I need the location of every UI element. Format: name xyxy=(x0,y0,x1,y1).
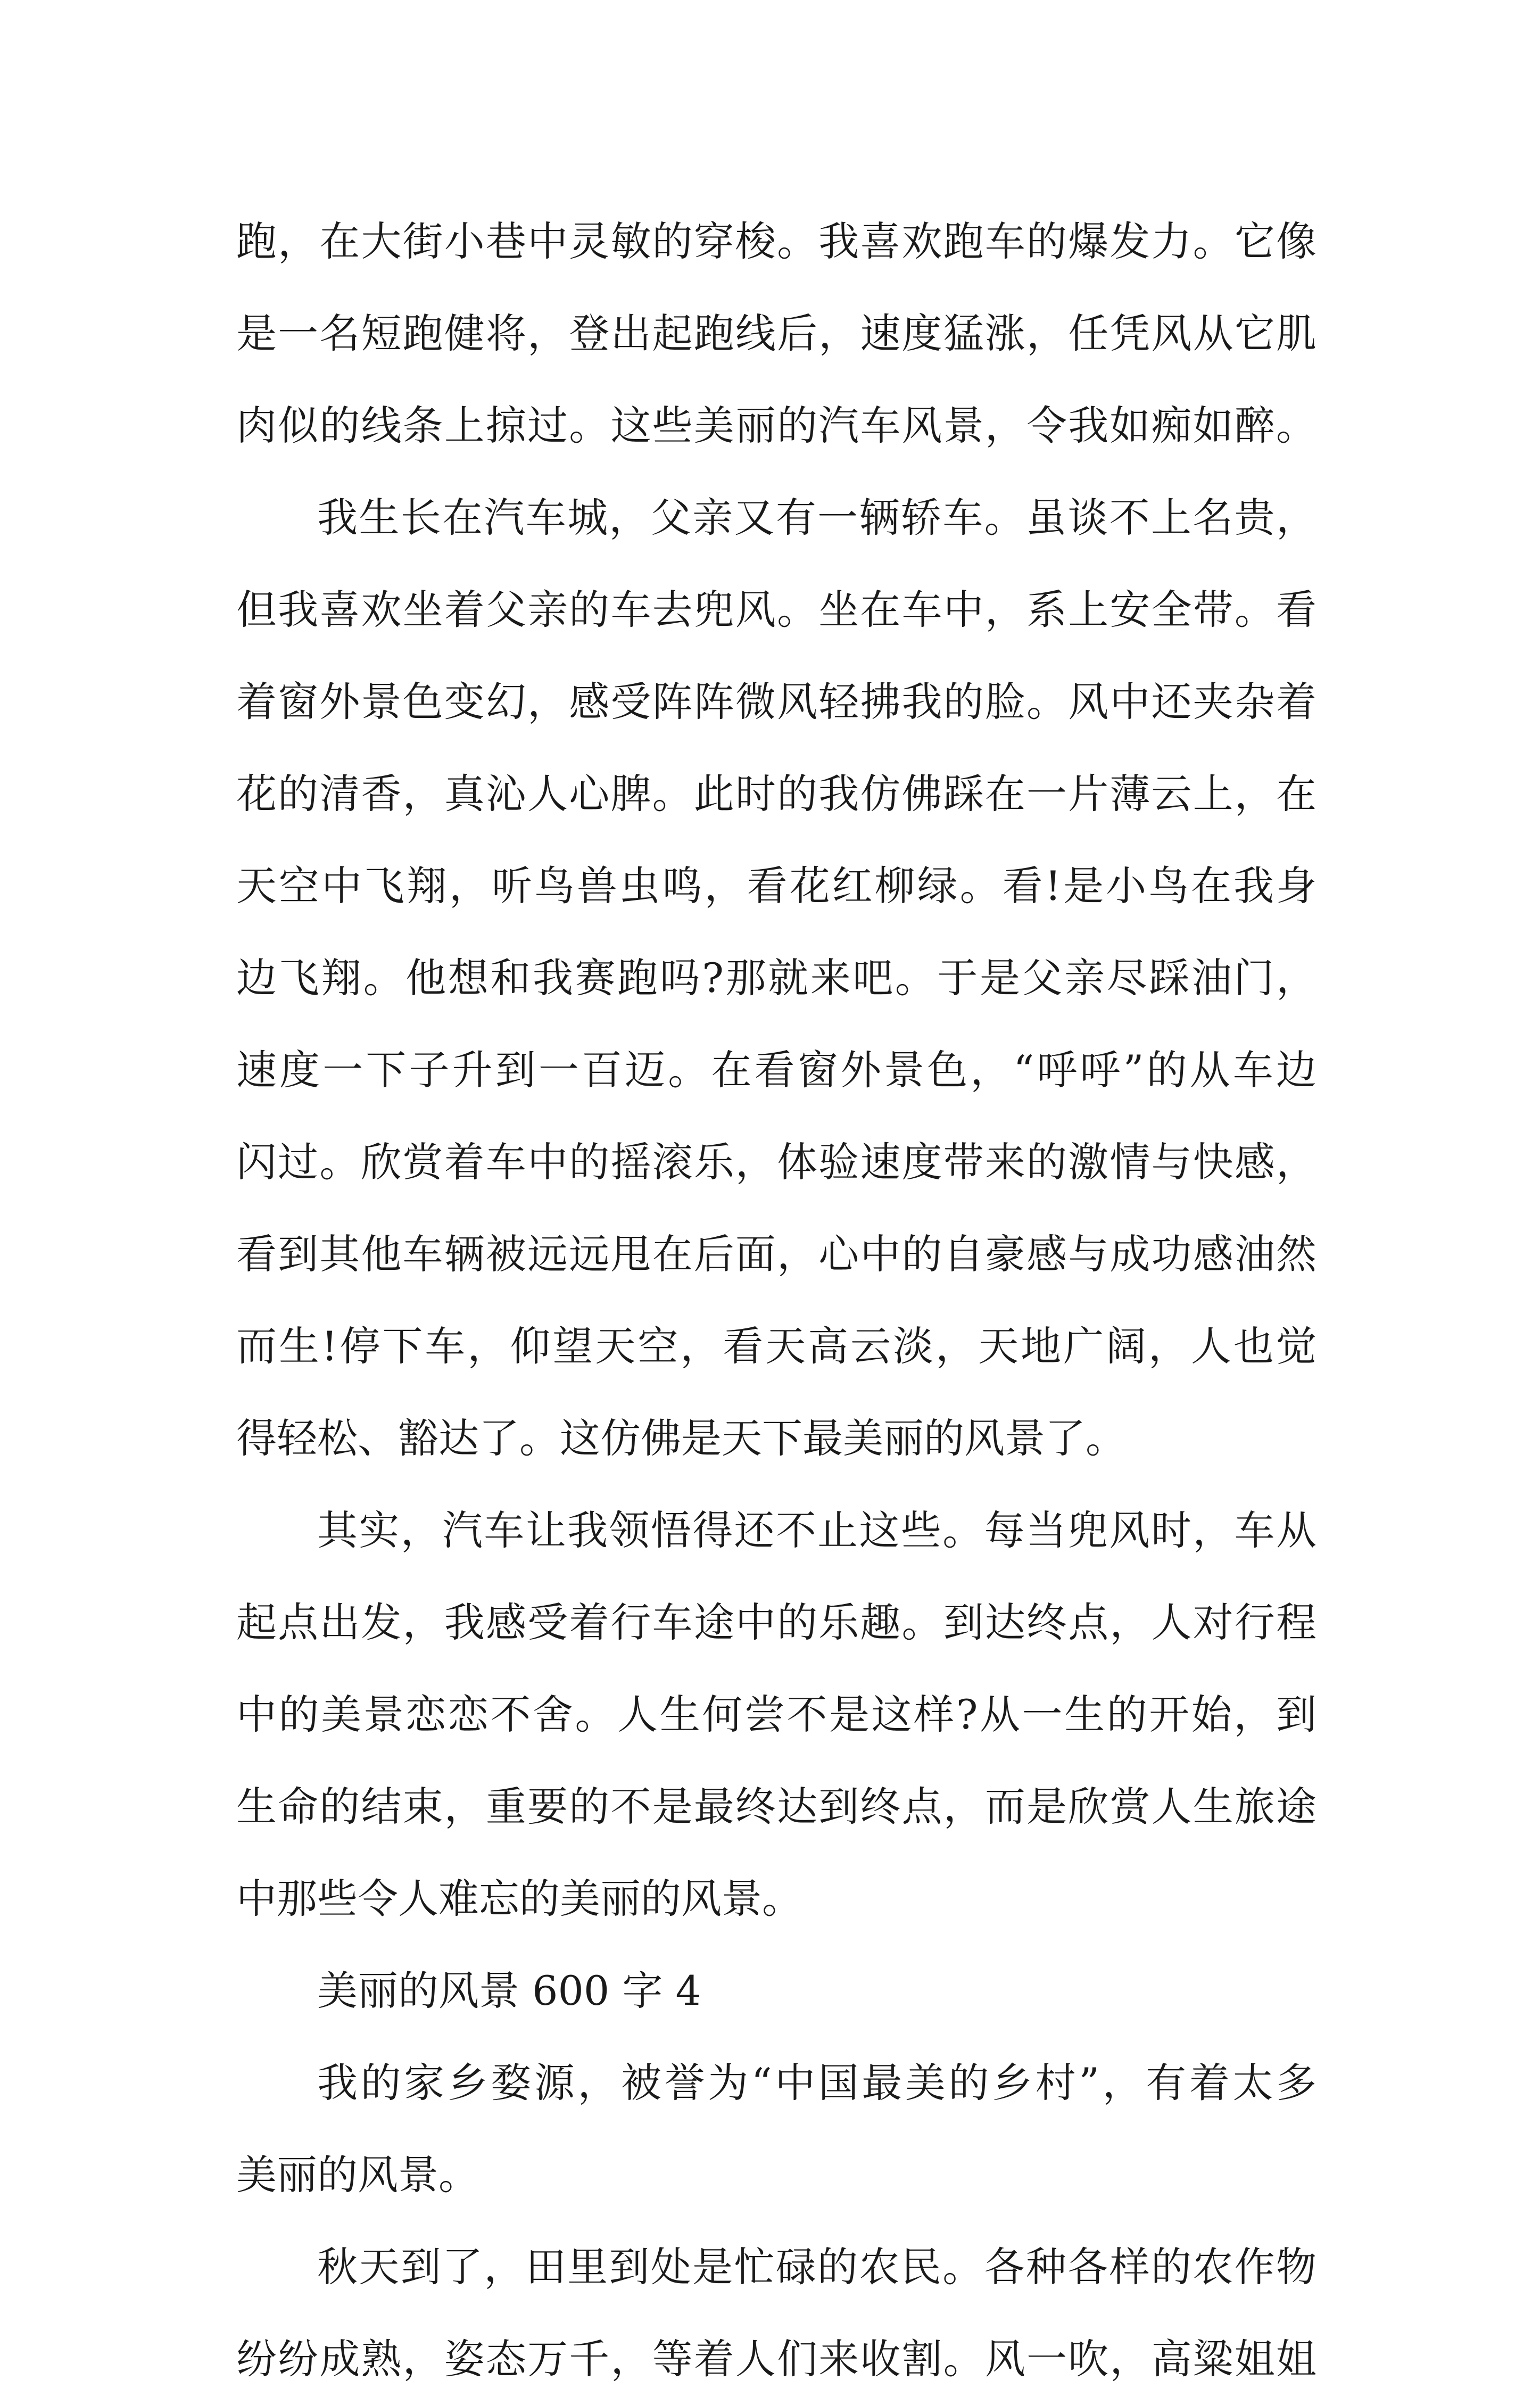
section-heading: 美丽的风景 600 字 4 xyxy=(317,1967,701,2014)
text-line: 花的清香，真沁人心脾。此时的我仿佛踩在一片薄云上，在 xyxy=(236,770,1317,817)
paragraph-last-line: 中那些令人难忘的美丽的风景。 xyxy=(236,1875,802,1922)
text-line: 是一名短跑健将，登出起跑线后，速度猛涨，任凭风从它肌 xyxy=(236,310,1317,357)
paragraph-first-line: 其实，汽车让我领悟得还不止这些。每当兜风时，车从 xyxy=(317,1507,1317,1554)
text-line: 而生!停下车，仰望天空，看天高云淡，天地广阔，人也觉 xyxy=(236,1323,1317,1370)
text-line: 速度一下子升到一百迈。在看窗外景色，“呼呼”的从车边 xyxy=(236,1046,1317,1094)
paragraph-last-line: 得轻松、豁达了。这仿佛是天下最美丽的风景了。 xyxy=(236,1415,1126,1462)
paragraph-first-line: 我的家乡婺源，被誉为“中国最美的乡村”，有着太多 xyxy=(317,2059,1317,2106)
paragraph-last-line: 美丽的风景。 xyxy=(236,2151,479,2199)
text-line: 但我喜欢坐着父亲的车去兜风。坐在车中，系上安全带。看 xyxy=(236,586,1317,633)
text-line: 天空中飞翔，听鸟兽虫鸣，看花红柳绿。看!是小鸟在我身 xyxy=(236,862,1317,910)
text-line: 起点出发，我感受着行车途中的乐趣。到达终点，人对行程 xyxy=(236,1599,1317,1646)
paragraph-first-line: 秋天到了，田里到处是忙碌的农民。各种各样的农作物 xyxy=(317,2243,1317,2291)
text-line: 着窗外景色变幻，感受阵阵微风轻拂我的脸。风中还夹杂着 xyxy=(236,678,1317,725)
text-line: 闪过。欣赏着车中的摇滚乐，体验速度带来的激情与快感， xyxy=(236,1138,1317,1186)
text-line: 肉似的线条上掠过。这些美丽的汽车风景，令我如痴如醉。 xyxy=(236,402,1317,449)
document-body xyxy=(236,195,1317,2405)
paragraph-first-line: 我生长在汽车城，父亲又有一辆轿车。虽谈不上名贵， xyxy=(317,494,1317,541)
text-line: 边飞翔。他想和我赛跑吗?那就来吧。于是父亲尽踩油门， xyxy=(236,954,1317,1002)
text-line: 生命的结束，重要的不是最终达到终点，而是欣赏人生旅途 xyxy=(236,1783,1317,1830)
text-line: 跑，在大街小巷中灵敏的穿梭。我喜欢跑车的爆发力。它像 xyxy=(236,218,1317,265)
text-line: 纷纷成熟，姿态万千，等着人们来收割。风一吹，高粱姐姐 xyxy=(236,2335,1317,2383)
text-line: 中的美景恋恋不舍。人生何尝不是这样?从一生的开始，到 xyxy=(236,1691,1317,1738)
text-line: 看到其他车辆被远远甩在后面，心中的自豪感与成功感油然 xyxy=(236,1230,1317,1278)
